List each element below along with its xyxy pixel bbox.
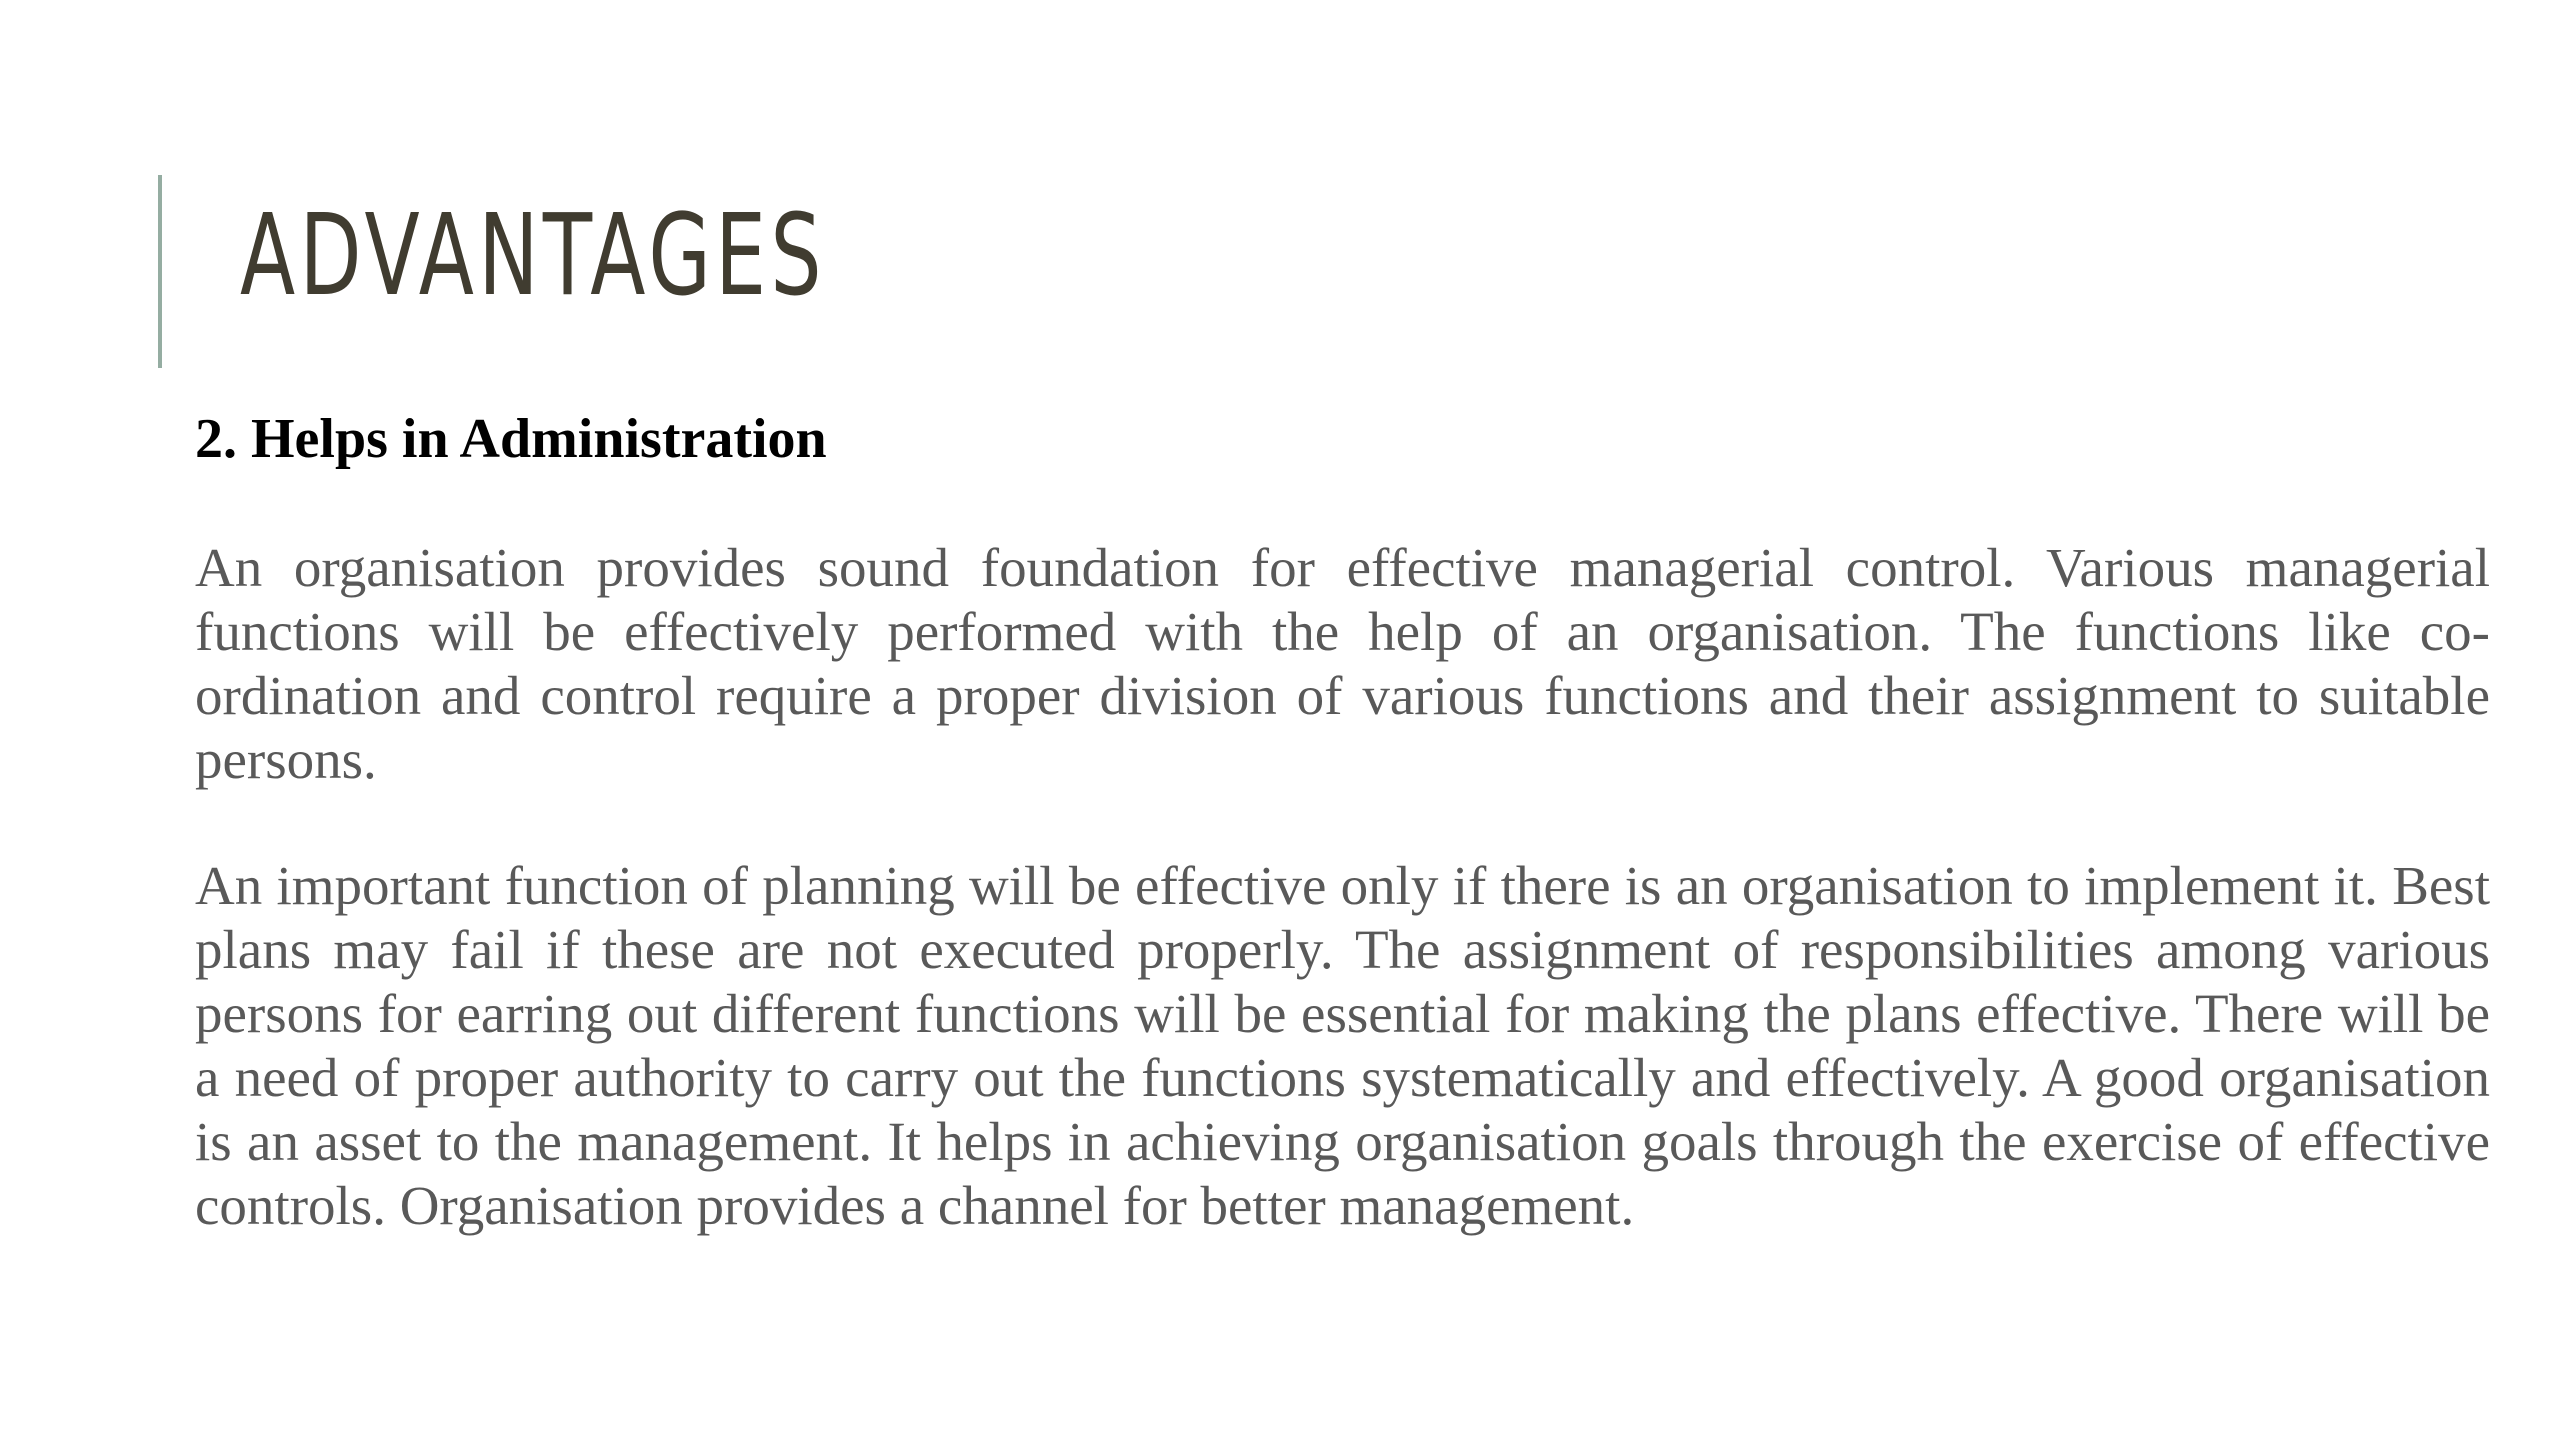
body-paragraph-2: An important function of planning will be effective only if there is an organisation to implement it. Best plans may fail if these are not executed properly. The assignment of responsibilities among various persons for earring out different functions will be essential for making the plans effective. There will be a need of proper authority to carry out the functions systematically and effectively. A good organisation is an asset to the management. It helps in achieving organisation goals through the exercise of effective controls. Organisation provides a channel for better management.: [195, 855, 2490, 1236]
section-heading: 2. Helps in Administration: [195, 408, 827, 470]
body-paragraph-1: An organisation provides sound foundation for effective managerial control. Various managerial functions will be effectively performed with the help of an organisation. The functions like co-ordination and control require a proper division of various functions and their assignment to suitable persons.: [195, 537, 2490, 790]
slide-title: ADVANTAGES: [240, 191, 826, 321]
title-accent-bar: [158, 175, 162, 368]
slide-content: [195, 404, 2490, 1300]
